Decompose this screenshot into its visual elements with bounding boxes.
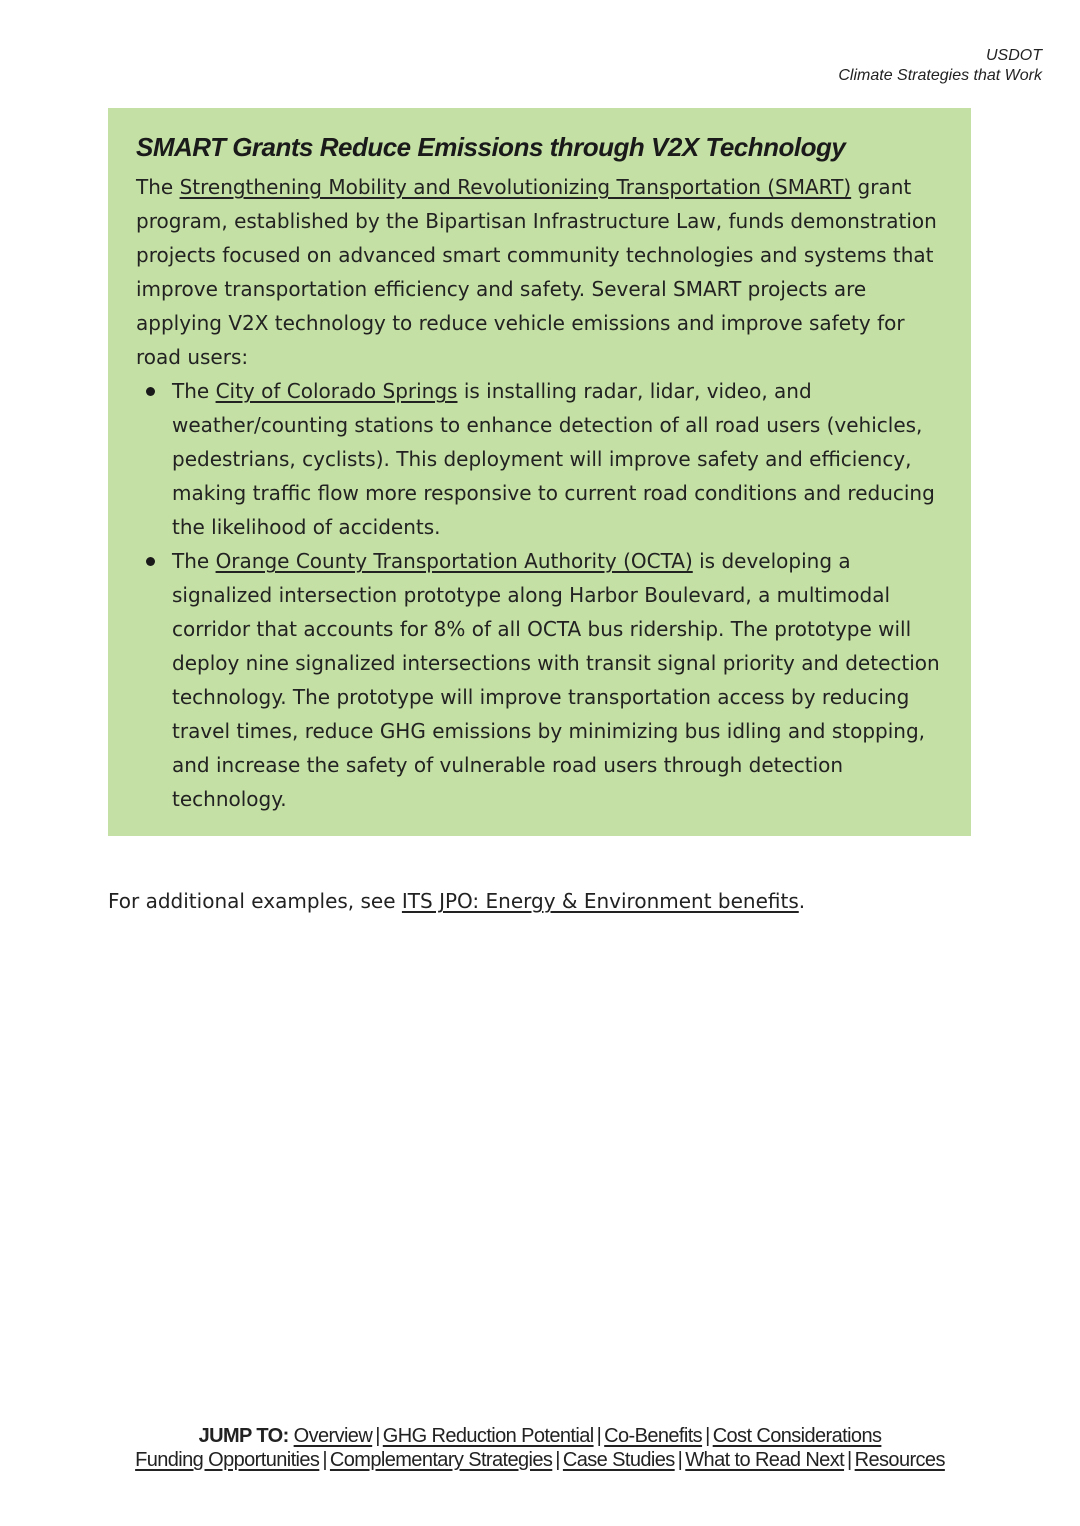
octa-link[interactable]: Orange County Transportation Authority (OCTA) <box>215 549 693 573</box>
additional-text-after: . <box>798 889 806 913</box>
bullet-icon <box>146 557 155 566</box>
colorado-springs-link[interactable]: City of Colorado Springs <box>215 379 458 403</box>
jump-to-label: JUMP TO: <box>198 1425 289 1447</box>
bullet-text-after: is installing radar, lidar, video, and weather/counting stations to enhance detection of all road users (vehicles, pedestrians, cyclists). This deployment will improve safety and efficiency, making traffic flow more responsive to current road conditions and reducing the likelihood of accidents. <box>172 379 935 539</box>
intro-text-after: grant program, established by the Bipartisan Infrastructure Law, funds demonstration projects focused on advanced smart community technologies and systems that improve transportation efficiency and safety. Several SMART projects are applying V2X technology to reduce vehicle emissions and improve safety for road users: <box>136 175 937 369</box>
its-jpo-link[interactable]: ITS JPO: Energy & Environment benefits <box>401 889 799 913</box>
bullet-icon <box>146 387 155 396</box>
jump-to-nav <box>0 1424 1080 1472</box>
nav-separator: | <box>847 1449 852 1471</box>
nav-link-co-benefits[interactable]: Co-Benefits <box>604 1425 703 1447</box>
callout-title: SMART Grants Reduce Emissions through V2X Technology <box>136 132 846 162</box>
smart-program-link[interactable]: Strengthening Mobility and Revolutionizing Transportation (SMART) <box>179 175 852 199</box>
nav-separator: | <box>375 1425 380 1447</box>
additional-text-before: For additional examples, see <box>108 889 402 913</box>
nav-separator: | <box>596 1425 602 1447</box>
bullet-text-before: The <box>172 549 216 573</box>
intro-text-before: The <box>136 175 180 199</box>
callout-intro <box>136 170 941 374</box>
nav-link-resources[interactable]: Resources <box>854 1449 945 1471</box>
nav-separator: | <box>322 1449 327 1471</box>
nav-link-cost-considerations[interactable]: Cost Considerations <box>712 1425 882 1447</box>
jump-to-row-2 <box>0 1448 1080 1472</box>
nav-separator: | <box>677 1449 683 1471</box>
bullet-text-before: The <box>172 379 216 403</box>
list-item <box>172 544 941 816</box>
nav-separator: | <box>705 1425 710 1447</box>
nav-link-what-to-read[interactable]: What to Read Next <box>685 1449 845 1471</box>
nav-link-funding[interactable]: Funding Opportunities <box>135 1449 320 1471</box>
header-series: Climate Strategies that Work <box>838 67 1042 84</box>
document-header <box>838 46 1042 86</box>
additional-examples <box>108 884 805 918</box>
list-item <box>172 374 941 544</box>
project-list <box>136 374 941 816</box>
nav-link-case-studies[interactable]: Case Studies <box>562 1449 675 1471</box>
smart-grants-callout <box>108 108 971 836</box>
nav-link-overview[interactable]: Overview <box>293 1425 373 1447</box>
nav-separator: | <box>555 1449 560 1471</box>
nav-link-ghg-reduction[interactable]: GHG Reduction Potential <box>382 1425 594 1447</box>
bullet-text-after: is developing a signalized intersection prototype along Harbor Boulevard, a multimodal corridor that accounts for 8% of all OCTA bus ridership. The prototype will deploy nine signalized intersections with transit signal priority and detection technology. The prototype will improve transportation access by reducing travel times, reduce GHG emissions by minimizing bus idling and stopping, and increase the safety of vulnerable road users through detection technology. <box>172 549 940 811</box>
nav-link-complementary[interactable]: Complementary Strategies <box>329 1449 553 1471</box>
jump-to-row-1 <box>0 1424 1080 1448</box>
header-org: USDOT <box>986 47 1042 64</box>
